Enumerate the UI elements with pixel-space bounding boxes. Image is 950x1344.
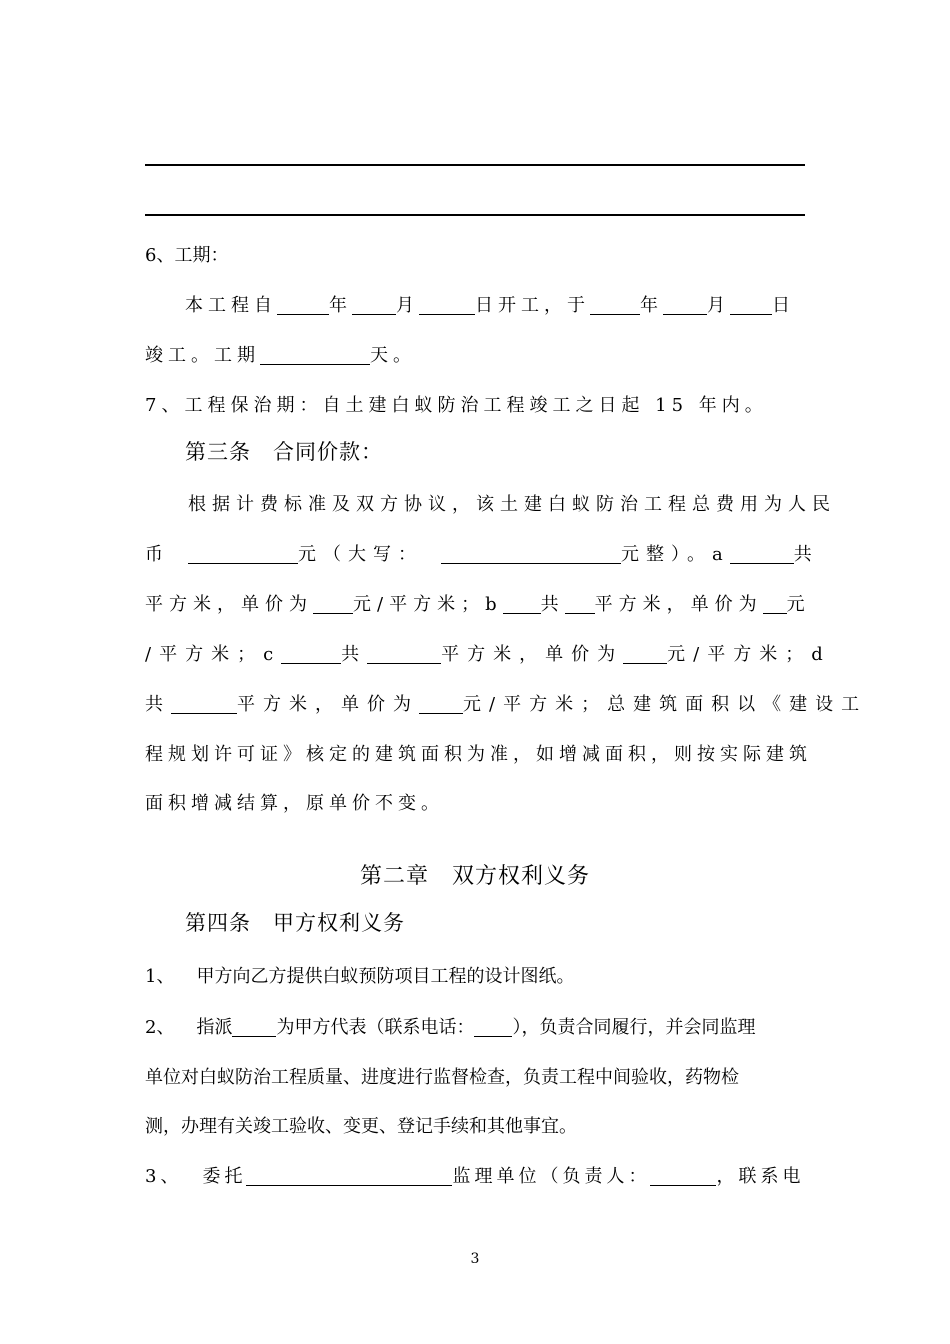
article4-item1: 1、 甲方向乙方提供白蚁预防项目工程的设计图纸。 — [145, 966, 575, 987]
duration-field[interactable] — [260, 344, 370, 365]
start-month-field[interactable] — [352, 294, 396, 315]
total-amount-field[interactable] — [188, 543, 298, 564]
area-a-field[interactable] — [730, 543, 794, 564]
article3-heading: 第三条 合同价款： — [185, 440, 383, 464]
end-day-field[interactable] — [730, 294, 772, 315]
representative-field[interactable] — [232, 1016, 276, 1037]
article3-p3: 平方米，单价为 元/平方米；b 共 平方米，单价为 元 — [145, 594, 811, 615]
phone-field[interactable] — [474, 1016, 512, 1037]
supervisor-contact-field[interactable] — [650, 1165, 716, 1186]
page-number: 3 — [470, 1251, 480, 1267]
section6-line2: 竣工。工期 天。 — [145, 345, 416, 366]
amount-in-words-field[interactable] — [441, 543, 621, 564]
article4-item2: 2、 指派 为甲方代表（联系电话： ），负责合同履行，并会同监理 — [145, 1017, 756, 1038]
blank-line-2 — [145, 214, 805, 216]
start-year-field[interactable] — [277, 294, 329, 315]
article4-item3: 3、 委托 监理单位（负责人： ，联系电 — [145, 1166, 805, 1187]
article4-heading: 第四条 甲方权利义务 — [185, 911, 405, 935]
blank-line-1 — [145, 164, 805, 166]
area-b2-field[interactable] — [565, 593, 595, 614]
article3-p4: /平方米；c 共 平方米，单价为 元/平方米；d — [145, 644, 831, 665]
unit-price-d-field[interactable] — [419, 693, 463, 714]
article3-p6: 程规划许可证》核定的建筑面积为准，如增减面积，则按实际建筑 — [145, 744, 812, 765]
article3-p5: 共 平方米，单价为 元/平方米；总建筑面积以《建设工 — [145, 694, 868, 715]
article4-item2-line3: 测，办理有关竣工验收、变更、登记手续和其他事宜。 — [145, 1116, 577, 1137]
unit-price-c-field[interactable] — [623, 643, 667, 664]
section7-text: 7、工程保治期：自土建白蚁防治工程竣工之日起 15 年内。 — [145, 395, 768, 416]
supervisor-unit-field[interactable] — [246, 1165, 452, 1186]
section6-heading: 6、工期： — [145, 245, 229, 266]
end-month-field[interactable] — [663, 294, 707, 315]
article3-p7: 面积增减结算，原单价不变。 — [145, 793, 444, 814]
article3-p2: 币 元（大写： 元整）。a 共 — [145, 544, 819, 565]
unit-price-a-field[interactable] — [313, 593, 353, 614]
unit-price-b-field[interactable] — [763, 593, 787, 614]
area-b-field[interactable] — [503, 593, 541, 614]
start-day-field[interactable] — [419, 294, 475, 315]
end-year-field[interactable] — [590, 294, 640, 315]
article4-item2-line2: 单位对白蚁防治工程质量、进度进行监督检查，负责工程中间验收，药物检 — [145, 1067, 739, 1088]
section6-line1: 本工程自 年 月 日开工，于 年 月 日 — [185, 295, 795, 316]
chapter-title: 第二章 双方权利义务 — [359, 864, 590, 889]
area-c2-field[interactable] — [367, 643, 441, 664]
area-d-field[interactable] — [171, 693, 237, 714]
article3-p1: 根据计费标准及双方协议，该土建白蚁防治工程总费用为人民 — [188, 494, 836, 515]
area-c-field[interactable] — [281, 643, 341, 664]
